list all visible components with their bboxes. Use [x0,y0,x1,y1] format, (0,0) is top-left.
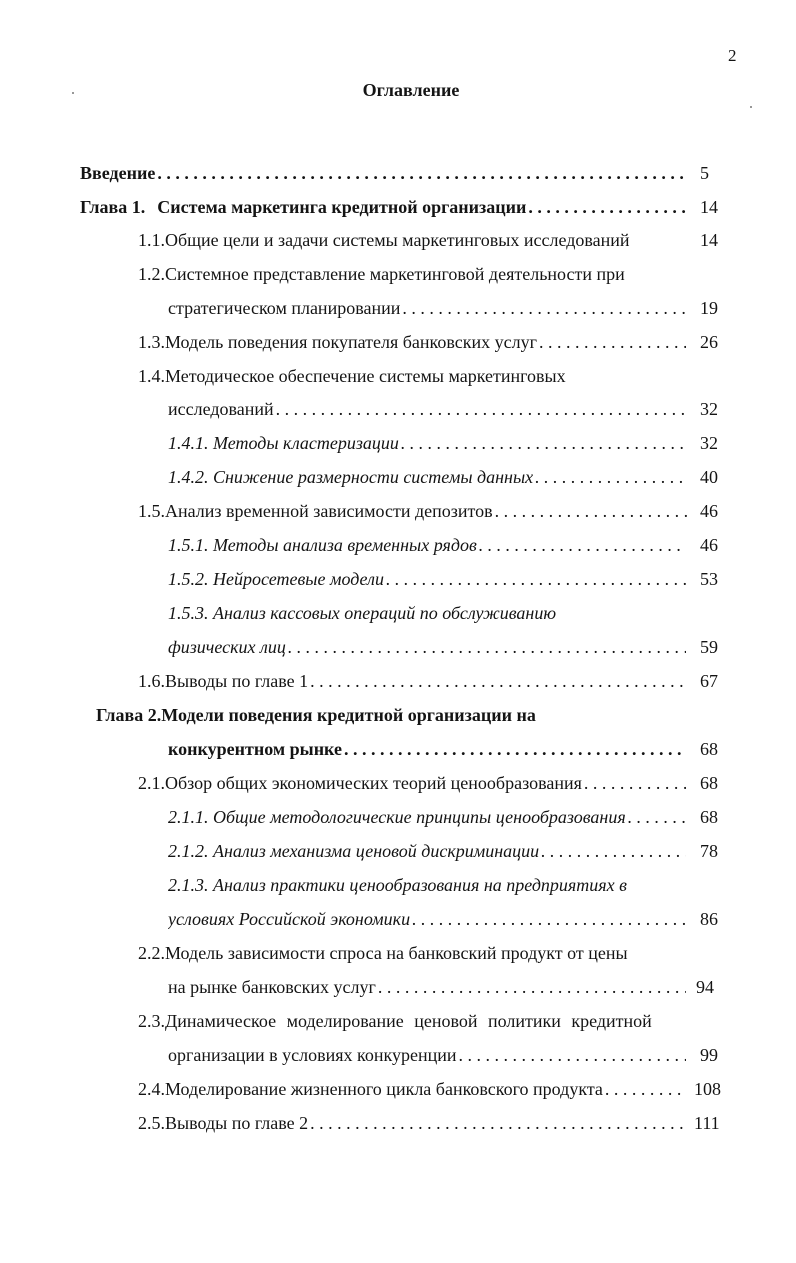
toc-entry-text: 2.4.Моделирование жизненного цикла банковского продукта [138,1079,603,1099]
toc-page-number: 99 [700,1045,718,1065]
toc-entry-chapter-1[interactable] [80,195,686,219]
toc-entry-text: 2.1.2. Анализ механизма ценовой дискриминации [168,841,540,861]
toc-entry-1-5-2[interactable] [168,567,686,591]
toc-entry-1-5-3-cont[interactable] [168,635,686,659]
toc-entry-text: 1.2.Системное представление маркетинговой деятельности при [138,264,625,284]
toc-page-number: 32 [700,399,718,419]
toc-entry-text: 1.1.Общие цели и задачи системы маркетинговых исследований [138,230,630,250]
toc-entry-text: на рынке банковских услуг [168,977,376,997]
toc-page-number: 46 [700,501,718,521]
toc-entry-text: 1.5.Анализ временной зависимости депозитов [138,501,493,521]
toc-entry-1-5[interactable] [138,499,692,523]
toc-entry-text: 2.3.Динамическое моделирование ценовой политики кредитной [138,1011,652,1031]
toc-entry-text: 1.4.2. Снижение размерности системы данных [168,467,534,487]
toc-entry-chapter-2[interactable] [96,703,696,727]
toc-entry-1-5-3[interactable] [168,601,698,625]
toc-entry-2-4[interactable] [138,1077,686,1101]
toc-page-number: 68 [700,807,718,827]
toc-page-number: 46 [700,535,718,555]
toc-entry-2-1-1[interactable] [168,805,690,829]
toc-entry-2-1-2[interactable] [168,839,686,863]
toc-page-number: 78 [700,841,718,861]
toc-entry-text: 1.6.Выводы по главе 1 [138,671,309,691]
toc-page-number: 32 [700,433,718,453]
toc-entry-2-3[interactable] [138,1009,708,1033]
toc-title: Оглавление [362,80,460,100]
toc-entry-1-2-cont[interactable] [168,296,686,320]
toc-page-number: 26 [700,332,718,352]
toc-entry-text: 1.4.1. Методы кластеризации [168,433,399,453]
toc-page-number: 108 [694,1079,721,1099]
toc-entry-1-6[interactable] [138,669,686,693]
toc-entry-1-4-cont[interactable] [168,397,686,421]
toc-entry-1-4-1[interactable] [168,431,686,455]
toc-page-number: 67 [700,671,718,691]
toc-entry-text: стратегическом планировании [168,298,401,318]
toc-entry-text: 1.5.2. Нейросетевые модели [168,569,384,589]
toc-page-number: 59 [700,637,718,657]
toc-entry-chapter-2-cont[interactable] [168,737,686,761]
toc-entry-text: 2.1.3. Анализ практики ценообразования на предприятиях в [168,875,627,895]
toc-entry-1-5-1[interactable] [168,533,686,557]
toc-entry-text: 1.4.Методическое обеспечение системы маркетинговых [138,366,566,386]
toc-entry-text: Система маркетинга кредитной организации [157,197,527,217]
toc-page-number: 68 [700,739,718,759]
toc-entry-text: 2.1.Обзор общих экономических теорий ценообразования [138,773,582,793]
toc-page-number: 40 [700,467,718,487]
toc-entry-text: 2.1.1. Общие методологические принципы ценообразования [168,807,626,827]
toc-entry-text: 1.5.3. Анализ кассовых операций по обслуживанию [168,603,557,623]
toc-entry-2-2[interactable] [138,941,698,965]
toc-page-number: 53 [700,569,718,589]
toc-entry-1-2[interactable] [138,262,698,286]
toc-chapter-number: Глава 1. [80,197,146,217]
toc-page-number: 111 [694,1113,720,1133]
toc-entry-text: физических лиц [168,637,286,657]
toc-entry-text: конкурентном рынке [168,739,342,759]
toc-entry-text: 1.5.1. Методы анализа временных рядов [168,535,477,555]
toc-entry-text: 2.2.Модель зависимости спроса на банковский продукт от цены [138,943,628,963]
toc-page-number: 86 [700,909,718,929]
toc-entry-2-1-3[interactable] [168,873,698,897]
toc-entry-2-1[interactable] [138,771,686,795]
toc-entry-text: исследований [168,399,274,419]
toc-entry-2-1-3-cont[interactable] [168,907,686,931]
toc-entry-1-1[interactable] [138,228,692,252]
toc-entry-2-3-cont[interactable] [168,1043,686,1067]
toc-entry-text: 2.5.Выводы по главе 2 [138,1113,309,1133]
toc-entry-text: организации в условиях конкуренции [168,1045,457,1065]
toc-page-number: 5 [700,163,709,183]
toc-entry-2-5[interactable] [138,1111,686,1135]
toc-entry-1-3[interactable] [138,330,686,354]
toc-entry-text: 1.3.Модель поведения покупателя банковских услуг [138,332,537,352]
toc-entry-text: Глава 2.Модели поведения кредитной организации на [96,705,536,725]
toc-entry-1-4[interactable] [138,364,698,388]
toc-entry-introduction[interactable] [80,161,686,185]
toc-page-number: 68 [700,773,718,793]
toc-page-number: 94 [696,977,714,997]
toc-page-number: 14 [700,230,718,250]
toc-entry-1-4-2[interactable] [168,465,686,489]
toc-page-number: 19 [700,298,718,318]
toc-entry-2-2-cont[interactable] [168,975,686,999]
toc-page-number: 14 [700,197,718,217]
toc-entry-text: Введение [80,163,156,183]
toc-entry-text: условиях Российской экономики [168,909,411,929]
page-number: 2 [728,46,737,65]
